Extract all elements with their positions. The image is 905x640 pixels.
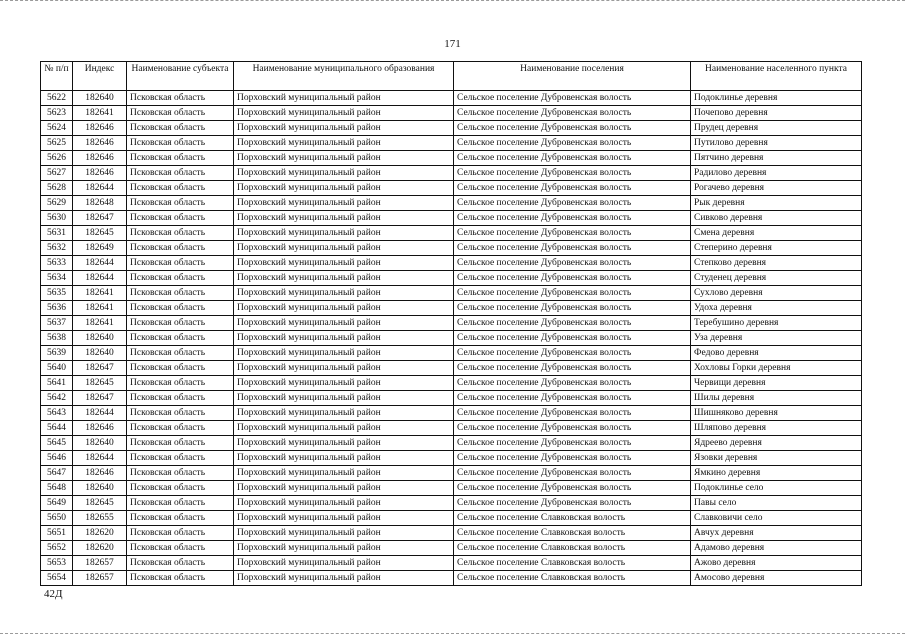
- cell-index: 182647: [73, 361, 127, 376]
- cell-num: 5653: [41, 556, 73, 571]
- cell-municipality: Порховский муниципальный район: [234, 91, 454, 106]
- cell-num: 5638: [41, 331, 73, 346]
- table-row: [41, 241, 862, 256]
- cell-settlement: Сельское поселение Дубровенская волость: [454, 481, 691, 496]
- cell-municipality: Порховский муниципальный район: [234, 361, 454, 376]
- cell-settlement: Сельское поселение Дубровенская волость: [454, 181, 691, 196]
- cell-index: 182644: [73, 406, 127, 421]
- cell-index: 182649: [73, 241, 127, 256]
- cell-index: 182646: [73, 421, 127, 436]
- cell-index: 182640: [73, 436, 127, 451]
- cell-municipality: Порховский муниципальный район: [234, 346, 454, 361]
- cell-municipality: Порховский муниципальный район: [234, 466, 454, 481]
- cell-subject: Псковская область: [127, 166, 234, 181]
- cell-subject: Псковская область: [127, 301, 234, 316]
- cell-num: 5623: [41, 106, 73, 121]
- cell-municipality: Порховский муниципальный район: [234, 151, 454, 166]
- cell-num: 5641: [41, 376, 73, 391]
- cell-index: 182648: [73, 196, 127, 211]
- cell-municipality: Порховский муниципальный район: [234, 331, 454, 346]
- cell-index: 182646: [73, 121, 127, 136]
- table-row: [41, 451, 862, 466]
- cell-num: 5626: [41, 151, 73, 166]
- header-num: № п/п: [41, 62, 73, 91]
- cell-index: 182655: [73, 511, 127, 526]
- cell-num: 5622: [41, 91, 73, 106]
- cell-settlement: Сельское поселение Дубровенская волость: [454, 91, 691, 106]
- cell-num: 5642: [41, 391, 73, 406]
- cell-subject: Псковская область: [127, 511, 234, 526]
- cell-num: 5627: [41, 166, 73, 181]
- cell-num: 5635: [41, 286, 73, 301]
- cell-locality: Ажово деревня: [691, 556, 862, 571]
- scan-edge-top: [0, 0, 905, 3]
- cell-locality: Хохловы Горки деревня: [691, 361, 862, 376]
- cell-index: 182657: [73, 556, 127, 571]
- cell-locality: Теребушино деревня: [691, 316, 862, 331]
- cell-settlement: Сельское поселение Дубровенская волость: [454, 151, 691, 166]
- table-row: [41, 286, 862, 301]
- table-row: [41, 91, 862, 106]
- cell-locality: Смена деревня: [691, 226, 862, 241]
- table-row: [41, 271, 862, 286]
- cell-municipality: Порховский муниципальный район: [234, 571, 454, 586]
- cell-municipality: Порховский муниципальный район: [234, 226, 454, 241]
- cell-municipality: Порховский муниципальный район: [234, 181, 454, 196]
- cell-num: 5644: [41, 421, 73, 436]
- cell-settlement: Сельское поселение Дубровенская волость: [454, 436, 691, 451]
- table-row: [41, 166, 862, 181]
- cell-index: 182645: [73, 496, 127, 511]
- cell-index: 182644: [73, 181, 127, 196]
- cell-subject: Псковская область: [127, 286, 234, 301]
- cell-locality: Подоклинье деревня: [691, 91, 862, 106]
- cell-locality: Шляпово деревня: [691, 421, 862, 436]
- cell-municipality: Порховский муниципальный район: [234, 196, 454, 211]
- cell-settlement: Сельское поселение Дубровенская волость: [454, 106, 691, 121]
- table-row: [41, 256, 862, 271]
- cell-settlement: Сельское поселение Дубровенская волость: [454, 271, 691, 286]
- cell-num: 5633: [41, 256, 73, 271]
- table-row: [41, 121, 862, 136]
- cell-index: 182644: [73, 256, 127, 271]
- cell-num: 5646: [41, 451, 73, 466]
- table-row: [41, 436, 862, 451]
- cell-municipality: Порховский муниципальный район: [234, 166, 454, 181]
- cell-locality: Славковичи село: [691, 511, 862, 526]
- cell-settlement: Сельское поселение Дубровенская волость: [454, 256, 691, 271]
- cell-municipality: Порховский муниципальный район: [234, 376, 454, 391]
- cell-municipality: Порховский муниципальный район: [234, 541, 454, 556]
- table-row: [41, 361, 862, 376]
- cell-subject: Псковская область: [127, 331, 234, 346]
- cell-index: 182641: [73, 106, 127, 121]
- cell-index: 182657: [73, 571, 127, 586]
- cell-locality: Рогачево деревня: [691, 181, 862, 196]
- cell-subject: Псковская область: [127, 556, 234, 571]
- cell-num: 5637: [41, 316, 73, 331]
- cell-index: 182640: [73, 331, 127, 346]
- cell-settlement: Сельское поселение Дубровенская волость: [454, 121, 691, 136]
- cell-locality: Адамово деревня: [691, 541, 862, 556]
- cell-locality: Ядреево деревня: [691, 436, 862, 451]
- cell-index: 182640: [73, 481, 127, 496]
- cell-locality: Сивково деревня: [691, 211, 862, 226]
- header-municipality: Наименование муниципального образования: [234, 62, 454, 91]
- cell-locality: Язовки деревня: [691, 451, 862, 466]
- header-index: Индекс: [73, 62, 127, 91]
- cell-settlement: Сельское поселение Дубровенская волость: [454, 346, 691, 361]
- cell-locality: Уза деревня: [691, 331, 862, 346]
- cell-locality: Червищи деревня: [691, 376, 862, 391]
- cell-locality: Сухлово деревня: [691, 286, 862, 301]
- cell-subject: Псковская область: [127, 136, 234, 151]
- table-row: [41, 496, 862, 511]
- cell-municipality: Порховский муниципальный район: [234, 496, 454, 511]
- cell-num: 5640: [41, 361, 73, 376]
- cell-index: 182646: [73, 166, 127, 181]
- cell-subject: Псковская область: [127, 466, 234, 481]
- table-row: [41, 346, 862, 361]
- cell-subject: Псковская область: [127, 376, 234, 391]
- cell-subject: Псковская область: [127, 391, 234, 406]
- header-locality: Наименование населенного пункта: [691, 62, 862, 91]
- cell-settlement: Сельское поселение Дубровенская волость: [454, 226, 691, 241]
- cell-subject: Псковская область: [127, 151, 234, 166]
- cell-municipality: Порховский муниципальный район: [234, 436, 454, 451]
- footer-code: 42Д: [44, 588, 63, 600]
- cell-municipality: Порховский муниципальный район: [234, 271, 454, 286]
- header-subject: Наименование субъекта: [127, 62, 234, 91]
- cell-locality: Рык деревня: [691, 196, 862, 211]
- cell-subject: Псковская область: [127, 121, 234, 136]
- cell-municipality: Порховский муниципальный район: [234, 211, 454, 226]
- cell-num: 5624: [41, 121, 73, 136]
- cell-num: 5631: [41, 226, 73, 241]
- cell-subject: Псковская область: [127, 481, 234, 496]
- table-header-row: [41, 62, 862, 91]
- header-settlement: Наименование поселения: [454, 62, 691, 91]
- table-row: [41, 316, 862, 331]
- cell-subject: Псковская область: [127, 256, 234, 271]
- cell-subject: Псковская область: [127, 421, 234, 436]
- cell-subject: Псковская область: [127, 361, 234, 376]
- table-row: [41, 196, 862, 211]
- table-row: [41, 136, 862, 151]
- cell-municipality: Порховский муниципальный район: [234, 301, 454, 316]
- cell-settlement: Сельское поселение Дубровенская волость: [454, 496, 691, 511]
- table-row: [41, 556, 862, 571]
- cell-settlement: Сельское поселение Дубровенская волость: [454, 211, 691, 226]
- cell-municipality: Порховский муниципальный район: [234, 121, 454, 136]
- table-row: [41, 571, 862, 586]
- table-row: [41, 106, 862, 121]
- cell-settlement: Сельское поселение Дубровенская волость: [454, 331, 691, 346]
- cell-index: 182647: [73, 391, 127, 406]
- cell-municipality: Порховский муниципальный район: [234, 391, 454, 406]
- cell-settlement: Сельское поселение Дубровенская волость: [454, 421, 691, 436]
- cell-index: 182641: [73, 286, 127, 301]
- cell-subject: Псковская область: [127, 571, 234, 586]
- cell-num: 5643: [41, 406, 73, 421]
- cell-locality: Степерино деревня: [691, 241, 862, 256]
- settlements-table: [40, 61, 862, 586]
- cell-settlement: Сельское поселение Славковская волость: [454, 511, 691, 526]
- cell-locality: Студенец деревня: [691, 271, 862, 286]
- cell-subject: Псковская область: [127, 196, 234, 211]
- page-number: 171: [444, 38, 461, 50]
- cell-locality: Ямкино деревня: [691, 466, 862, 481]
- cell-locality: Шилы деревня: [691, 391, 862, 406]
- cell-subject: Псковская область: [127, 226, 234, 241]
- cell-subject: Псковская область: [127, 271, 234, 286]
- cell-num: 5645: [41, 436, 73, 451]
- cell-index: 182646: [73, 466, 127, 481]
- table-row: [41, 511, 862, 526]
- cell-num: 5651: [41, 526, 73, 541]
- cell-index: 182646: [73, 136, 127, 151]
- cell-municipality: Порховский муниципальный район: [234, 286, 454, 301]
- cell-subject: Псковская область: [127, 316, 234, 331]
- cell-settlement: Сельское поселение Дубровенская волость: [454, 286, 691, 301]
- table-row: [41, 181, 862, 196]
- cell-settlement: Сельское поселение Дубровенская волость: [454, 466, 691, 481]
- table-row: [41, 331, 862, 346]
- cell-num: 5649: [41, 496, 73, 511]
- cell-locality: Подоклинье село: [691, 481, 862, 496]
- cell-num: 5639: [41, 346, 73, 361]
- cell-settlement: Сельское поселение Дубровенская волость: [454, 196, 691, 211]
- cell-index: 182620: [73, 541, 127, 556]
- table-row: [41, 541, 862, 556]
- table-row: [41, 391, 862, 406]
- cell-num: 5647: [41, 466, 73, 481]
- table-row: [41, 421, 862, 436]
- cell-municipality: Порховский муниципальный район: [234, 421, 454, 436]
- table-row: [41, 301, 862, 316]
- cell-index: 182645: [73, 376, 127, 391]
- cell-index: 182646: [73, 151, 127, 166]
- cell-municipality: Порховский муниципальный район: [234, 511, 454, 526]
- cell-index: 182641: [73, 316, 127, 331]
- table-row: [41, 466, 862, 481]
- table-row: [41, 526, 862, 541]
- cell-index: 182644: [73, 271, 127, 286]
- cell-locality: Удоха деревня: [691, 301, 862, 316]
- cell-index: 182647: [73, 211, 127, 226]
- cell-settlement: Сельское поселение Дубровенская волость: [454, 316, 691, 331]
- cell-settlement: Сельское поселение Славковская волость: [454, 526, 691, 541]
- cell-index: 182640: [73, 346, 127, 361]
- cell-locality: Федово деревня: [691, 346, 862, 361]
- cell-index: 182641: [73, 301, 127, 316]
- cell-municipality: Порховский муниципальный район: [234, 526, 454, 541]
- table-row: [41, 151, 862, 166]
- cell-num: 5648: [41, 481, 73, 496]
- cell-locality: Амосово деревня: [691, 571, 862, 586]
- cell-num: 5625: [41, 136, 73, 151]
- cell-num: 5654: [41, 571, 73, 586]
- cell-num: 5652: [41, 541, 73, 556]
- cell-settlement: Сельское поселение Дубровенская волость: [454, 376, 691, 391]
- cell-subject: Псковская область: [127, 406, 234, 421]
- cell-num: 5634: [41, 271, 73, 286]
- cell-settlement: Сельское поселение Дубровенская волость: [454, 241, 691, 256]
- cell-municipality: Порховский муниципальный район: [234, 256, 454, 271]
- cell-index: 182645: [73, 226, 127, 241]
- cell-num: 5650: [41, 511, 73, 526]
- cell-locality: Степково деревня: [691, 256, 862, 271]
- cell-municipality: Порховский муниципальный район: [234, 136, 454, 151]
- scan-edge-bottom: [0, 633, 905, 636]
- cell-subject: Псковская область: [127, 541, 234, 556]
- table-row: [41, 211, 862, 226]
- cell-num: 5632: [41, 241, 73, 256]
- cell-municipality: Порховский муниципальный район: [234, 406, 454, 421]
- cell-settlement: Сельское поселение Дубровенская волость: [454, 451, 691, 466]
- cell-subject: Псковская область: [127, 211, 234, 226]
- table-row: [41, 481, 862, 496]
- cell-locality: Путилово деревня: [691, 136, 862, 151]
- cell-num: 5630: [41, 211, 73, 226]
- cell-subject: Псковская область: [127, 346, 234, 361]
- cell-settlement: Сельское поселение Славковская волость: [454, 556, 691, 571]
- table-body: [41, 91, 862, 586]
- cell-subject: Псковская область: [127, 526, 234, 541]
- cell-settlement: Сельское поселение Славковская волость: [454, 571, 691, 586]
- cell-municipality: Порховский муниципальный район: [234, 241, 454, 256]
- table-row: [41, 376, 862, 391]
- cell-settlement: Сельское поселение Дубровенская волость: [454, 391, 691, 406]
- cell-subject: Псковская область: [127, 181, 234, 196]
- cell-municipality: Порховский муниципальный район: [234, 106, 454, 121]
- cell-locality: Почепово деревня: [691, 106, 862, 121]
- cell-locality: Шишняково деревня: [691, 406, 862, 421]
- cell-settlement: Сельское поселение Дубровенская волость: [454, 406, 691, 421]
- cell-locality: Авчух деревня: [691, 526, 862, 541]
- cell-locality: Пятчино деревня: [691, 151, 862, 166]
- table-row: [41, 406, 862, 421]
- cell-num: 5628: [41, 181, 73, 196]
- cell-settlement: Сельское поселение Дубровенская волость: [454, 301, 691, 316]
- cell-subject: Псковская область: [127, 496, 234, 511]
- cell-settlement: Сельское поселение Дубровенская волость: [454, 361, 691, 376]
- cell-num: 5629: [41, 196, 73, 211]
- cell-index: 182620: [73, 526, 127, 541]
- cell-settlement: Сельское поселение Дубровенская волость: [454, 136, 691, 151]
- cell-num: 5636: [41, 301, 73, 316]
- cell-settlement: Сельское поселение Славковская волость: [454, 541, 691, 556]
- cell-locality: Радилово деревня: [691, 166, 862, 181]
- cell-subject: Псковская область: [127, 436, 234, 451]
- cell-subject: Псковская область: [127, 241, 234, 256]
- cell-municipality: Порховский муниципальный район: [234, 316, 454, 331]
- cell-index: 182640: [73, 91, 127, 106]
- table-row: [41, 226, 862, 241]
- cell-settlement: Сельское поселение Дубровенская волость: [454, 166, 691, 181]
- cell-subject: Псковская область: [127, 91, 234, 106]
- cell-municipality: Порховский муниципальный район: [234, 451, 454, 466]
- cell-locality: Прудец деревня: [691, 121, 862, 136]
- cell-locality: Павы село: [691, 496, 862, 511]
- cell-municipality: Порховский муниципальный район: [234, 481, 454, 496]
- cell-subject: Псковская область: [127, 451, 234, 466]
- cell-municipality: Порховский муниципальный район: [234, 556, 454, 571]
- cell-subject: Псковская область: [127, 106, 234, 121]
- cell-index: 182644: [73, 451, 127, 466]
